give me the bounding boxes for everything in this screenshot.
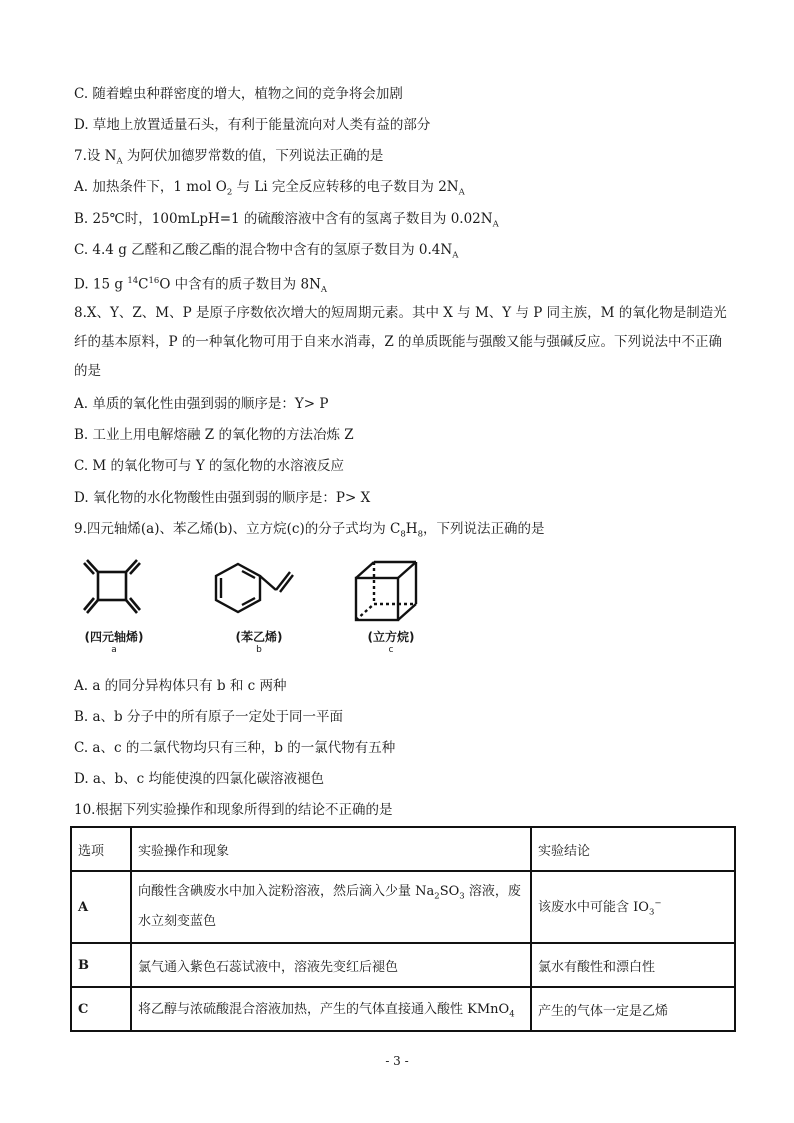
table-row xyxy=(71,987,735,1031)
row-conclusion: 产生的气体一定是乙烯 xyxy=(531,987,735,1031)
row-operation: 将乙醇与浓硫酸混合溶液加热，产生的气体直接通入酸性 KMnO$_4$ xyxy=(131,987,531,1031)
row-operation: 氯气通入紫色石蕊试液中，溶液先变红后褪色 xyxy=(131,943,531,987)
q9-stem: 9.四元轴烯(a)、苯乙烯(b)、立方烷(c)的分子式均为 $C_8H_8$，下列说法正确的是 xyxy=(74,521,545,540)
cubane-structure-icon xyxy=(346,556,436,628)
row-conclusion: 氯水有酸性和漂白性 xyxy=(531,943,735,987)
q10-stem: 10.根据下列实验操作和现象所得到的结论不正确的是 xyxy=(74,802,393,818)
row-key: C xyxy=(71,987,131,1031)
q8-option-d: D. 氧化物的水化物酸性由强到弱的顺序是：P> X xyxy=(74,490,371,506)
header-operation: 实验操作和现象 xyxy=(131,827,531,871)
figure-b xyxy=(204,556,314,655)
q7-option-a: A. 加热条件下，1 mol $O_2$ 与 Li 完全反应转移的电子数目为 $2N_A$ xyxy=(74,179,465,198)
q9-option-b: B. a、b 分子中的所有原子一定处于同一平面 xyxy=(74,709,343,725)
q7-stem: 7.设 $N_A$ 为阿伏加德罗常数的值，下列说法正确的是 xyxy=(74,148,384,167)
figure-c-label: c xyxy=(388,645,394,655)
row-key: B xyxy=(71,943,131,987)
page-number: - 3 - xyxy=(385,1054,409,1068)
q6-option-d: D. 草地上放置适量石头，有利于能量流向对人类有益的部分 xyxy=(74,117,431,133)
q7-option-b: B. 25℃时，100mLpH=1 的硫酸溶液中含有的氢离子数目为 $0.02N_A$ xyxy=(74,211,499,230)
q9-option-a: A. a 的同分异构体只有 b 和 c 两种 xyxy=(74,678,287,694)
figure-c xyxy=(346,556,436,655)
q9-option-c: C. a、c 的二氯代物均只有三种，b 的一氯代物有五种 xyxy=(74,740,396,756)
figure-a-caption: (四元轴烯) xyxy=(84,630,144,644)
q8-option-b: B. 工业上用电解熔融 Z 的氧化物的方法冶炼 Z xyxy=(74,427,354,443)
figure-c-caption: (立方烷) xyxy=(367,630,415,644)
styrene-structure-icon xyxy=(204,556,314,628)
radialene-structure-icon xyxy=(74,556,154,628)
q8-option-a: A. 单质的氧化性由强到弱的顺序是：Y> P xyxy=(74,396,329,412)
figure-a-label: a xyxy=(111,645,117,655)
experiment-table xyxy=(70,826,736,1032)
q9-option-d: D. a、b、c 均能使溴的四氯化碳溶液褪色 xyxy=(74,771,324,787)
q7-option-c: C. 4.4 g 乙醛和乙酸乙酯的混合物中含有的氢原子数目为 $0.4N_A$ xyxy=(74,242,459,261)
row-key: A xyxy=(71,871,131,943)
q8-option-c: C. M 的氧化物可与 Y 的氢化物的水溶液反应 xyxy=(74,458,345,474)
header-option: 选项 xyxy=(71,827,131,871)
figure-b-caption: (苯乙烯) xyxy=(235,630,283,644)
q6-option-c: C. 随着蝗虫种群密度的增大，植物之间的竞争将会加剧 xyxy=(74,86,403,102)
figure-b-label: b xyxy=(256,645,262,655)
q9-structures xyxy=(70,556,430,666)
table-row xyxy=(71,943,735,987)
q7-option-d: D. 15 g $^{14}C^{16}O$ 中含有的质子数目为 $8N_A$ xyxy=(74,276,328,296)
q8-stem: 8.X、Y、Z、M、P 是原子序数依次增大的短周期元素。其中 X 与 M、Y 与 P 同主族，M 的氧化物是制造光纤的基本原料，P 的一种氧化物可用于自来水消毒，Z 的单质既能与强酸又能与强碱反应。下列说法中不正确的是 xyxy=(74,305,727,379)
row-operation: 向酸性含碘废水中加入淀粉溶液，然后滴入少量 $Na_2SO_3$ 溶液，废水立刻变蓝色 xyxy=(131,871,531,943)
table-row xyxy=(71,871,735,943)
row-conclusion: 该废水中可能含 $IO_3^-$ xyxy=(531,871,735,943)
table-header-row xyxy=(71,827,735,871)
header-conclusion: 实验结论 xyxy=(531,827,735,871)
figure-a xyxy=(74,556,154,655)
